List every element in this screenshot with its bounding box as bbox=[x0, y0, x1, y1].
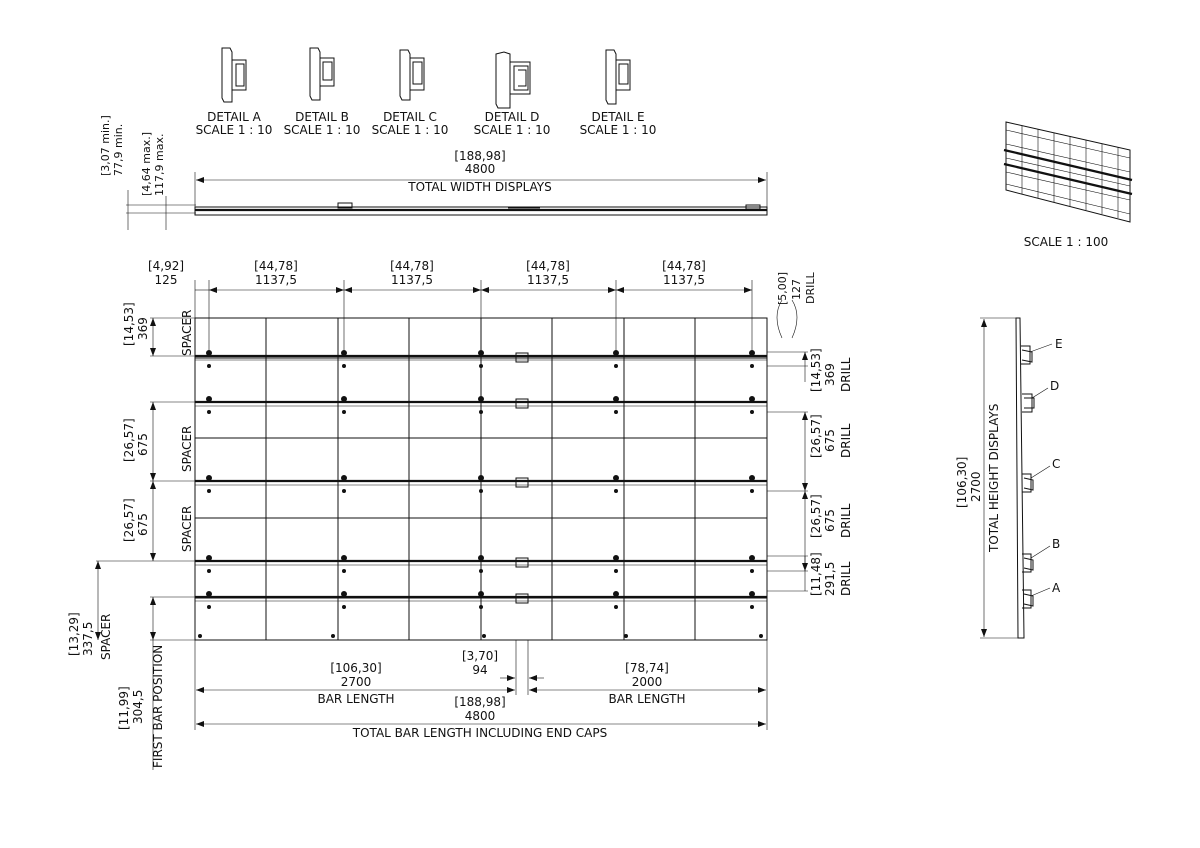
gap-mm: 94 bbox=[472, 663, 488, 677]
spacing-4-in: [44,78] bbox=[662, 259, 706, 273]
spacing-1-in: [44,78] bbox=[254, 259, 298, 273]
detail-b-scale: SCALE 1 : 10 bbox=[283, 123, 361, 137]
spacing-3-in: [44,78] bbox=[526, 259, 570, 273]
side-height-mm: 2700 bbox=[969, 471, 983, 502]
left-spacer-2: SPACER bbox=[180, 425, 194, 472]
left-dimensions bbox=[67, 302, 195, 770]
total-width-mm: 4800 bbox=[464, 162, 496, 176]
side-bracket-a bbox=[1022, 581, 1061, 608]
callout-d: D bbox=[1050, 379, 1060, 393]
detail-e-label: DETAIL E bbox=[591, 110, 645, 124]
total-width-label: TOTAL WIDTH DISPLAYS bbox=[408, 180, 552, 194]
right-dim-3-mm: 675 bbox=[823, 509, 837, 532]
detail-views bbox=[196, 48, 657, 137]
left-dim-3-in: [26,57] bbox=[122, 498, 136, 542]
bar2-mm: 2000 bbox=[631, 675, 663, 689]
total-bar-in: [188,98] bbox=[454, 695, 506, 709]
side-view bbox=[955, 318, 1063, 638]
right-dim-4-in: [11,48] bbox=[809, 552, 823, 596]
total-bar-label: TOTAL BAR LENGTH INCLUDING END CAPS bbox=[352, 726, 608, 740]
detail-c bbox=[372, 50, 449, 137]
right-drill-3: DRILL bbox=[839, 503, 853, 538]
edge-offset-in: [4,92] bbox=[147, 259, 185, 273]
left-dim-4-in: [13,29] bbox=[67, 612, 81, 656]
left-dim-3-mm: 675 bbox=[136, 513, 150, 536]
right-drill-2: DRILL bbox=[839, 423, 853, 458]
left-spacer-4: SPACER bbox=[99, 613, 113, 660]
right-dim-4-mm: 291,5 bbox=[823, 561, 837, 596]
callout-e: E bbox=[1055, 337, 1063, 351]
depth-max-mm: 117,9 max. bbox=[153, 133, 166, 196]
right-dim-1-in: [14,53] bbox=[809, 348, 823, 392]
right-dim-2-in: [26,57] bbox=[809, 414, 823, 458]
callout-c: C bbox=[1052, 457, 1061, 471]
left-dim-2-mm: 675 bbox=[136, 433, 150, 456]
drill-top-in: [5,00] bbox=[776, 271, 789, 305]
first-bar-mm: 304,5 bbox=[131, 689, 145, 724]
bar2-label: BAR LENGTH bbox=[608, 692, 686, 706]
side-height-in: [106,30] bbox=[955, 456, 969, 508]
right-dim-1-mm: 369 bbox=[823, 363, 837, 386]
edge-offset-mm: 125 bbox=[154, 273, 178, 287]
iso-view bbox=[1004, 122, 1132, 249]
front-view bbox=[67, 259, 853, 770]
left-dim-4-mm: 337,5 bbox=[81, 621, 95, 656]
bar1-mm: 2700 bbox=[340, 675, 372, 689]
drill-top-label: DRILL bbox=[804, 272, 817, 304]
spacing-2-mm: 1137,5 bbox=[391, 273, 433, 287]
drill-top-mm: 127 bbox=[790, 279, 803, 300]
detail-a-scale: SCALE 1 : 10 bbox=[195, 123, 273, 137]
callout-b: B bbox=[1052, 537, 1061, 551]
detail-d bbox=[474, 52, 551, 137]
detail-b bbox=[284, 48, 361, 137]
detail-b-label: DETAIL B bbox=[295, 110, 349, 124]
right-dim-2-mm: 675 bbox=[823, 429, 837, 452]
detail-c-scale: SCALE 1 : 10 bbox=[371, 123, 449, 137]
spacing-2-in: [44,78] bbox=[390, 259, 434, 273]
depth-max-in: [4,64 max.] bbox=[140, 131, 153, 196]
side-bracket-c bbox=[1022, 457, 1060, 492]
detail-a-label: DETAIL A bbox=[207, 110, 261, 124]
total-width-in: [188,98] bbox=[454, 149, 506, 163]
side-height-label: TOTAL HEIGHT DISPLAYS bbox=[987, 403, 1001, 552]
spacing-1-mm: 1137,5 bbox=[255, 273, 297, 287]
side-bracket-e bbox=[1021, 337, 1063, 364]
total-bar-mm: 4800 bbox=[464, 709, 496, 723]
detail-d-label: DETAIL D bbox=[484, 110, 540, 124]
bottom-dimensions bbox=[195, 640, 767, 740]
detail-a bbox=[196, 48, 273, 137]
detail-e bbox=[580, 50, 657, 137]
callout-a: A bbox=[1052, 581, 1061, 595]
iso-scale: SCALE 1 : 100 bbox=[1023, 235, 1109, 249]
left-dim-1-in: [14,53] bbox=[122, 302, 136, 346]
spacing-4-mm: 1137,5 bbox=[663, 273, 705, 287]
left-spacer-1: SPACER bbox=[180, 309, 194, 356]
depth-min-in: [3,07 min.] bbox=[99, 115, 112, 176]
detail-c-label: DETAIL C bbox=[383, 110, 437, 124]
first-bar-label: FIRST BAR POSITION bbox=[151, 644, 165, 768]
right-dim-3-in: [26,57] bbox=[809, 494, 823, 538]
right-drill-4: DRILL bbox=[839, 561, 853, 596]
depth-min-mm: 77,9 min. bbox=[112, 123, 125, 176]
side-bracket-d bbox=[1022, 379, 1059, 412]
detail-e-scale: SCALE 1 : 10 bbox=[579, 123, 657, 137]
left-dim-1-mm: 369 bbox=[136, 317, 150, 340]
detail-d-scale: SCALE 1 : 10 bbox=[473, 123, 551, 137]
bar1-label: BAR LENGTH bbox=[317, 692, 395, 706]
right-drill-1: DRILL bbox=[839, 357, 853, 392]
left-spacer-3: SPACER bbox=[180, 505, 194, 552]
bar1-in: [106,30] bbox=[330, 661, 382, 675]
bar2-in: [78,74] bbox=[625, 661, 669, 675]
gap-in: [3,70] bbox=[461, 649, 499, 663]
first-bar-in: [11,99] bbox=[117, 686, 131, 730]
right-dimensions bbox=[767, 348, 853, 596]
side-bracket-b bbox=[1022, 537, 1060, 572]
left-dim-2-in: [26,57] bbox=[122, 418, 136, 462]
spacing-3-mm: 1137,5 bbox=[527, 273, 569, 287]
